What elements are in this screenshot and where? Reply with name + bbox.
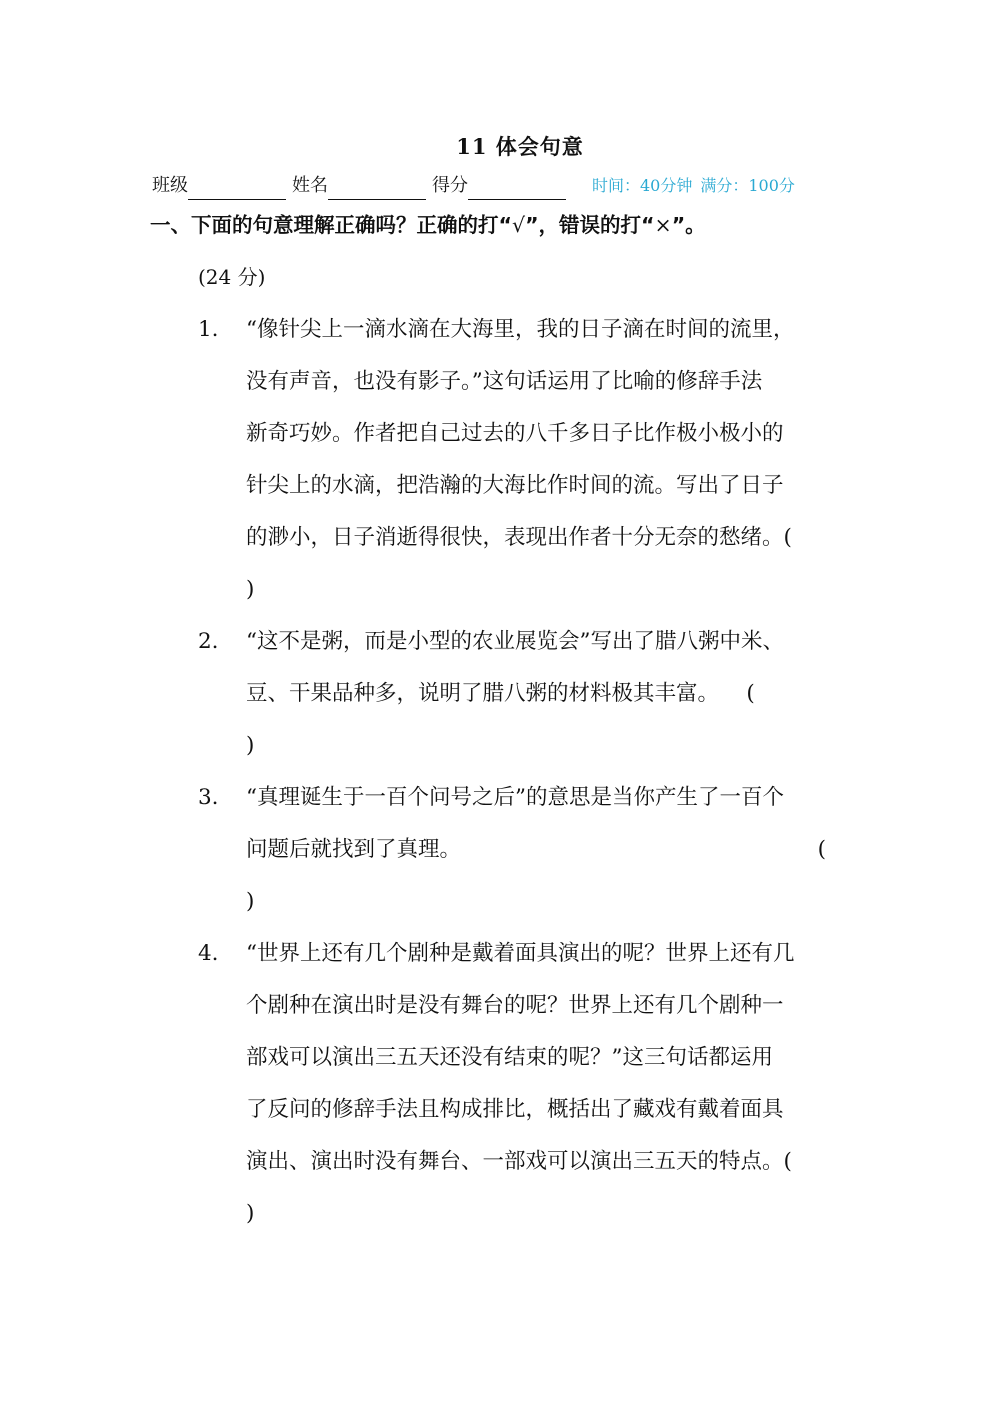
full-score: 满分：100分 bbox=[700, 176, 795, 195]
question-line: 没有声音，也没有影子。”这句话运用了比喻的修辞手法 bbox=[246, 369, 763, 394]
question-line: 部戏可以演出三五天还没有结束的呢？”这三句话都运用 bbox=[246, 1045, 773, 1070]
question-4 bbox=[198, 928, 848, 1240]
section-heading bbox=[150, 208, 706, 242]
question-line: 了反问的修辞手法且构成排比，概括出了藏戏有戴着面具 bbox=[246, 1097, 784, 1122]
question-text bbox=[246, 928, 848, 1240]
question-line: 演出、演出时没有舞台、一部戏可以演出三五天的特点。( bbox=[246, 1149, 792, 1174]
check-mark: √ bbox=[511, 213, 526, 237]
question-number: 3. bbox=[198, 785, 219, 810]
answer-paren-close[interactable]: ) bbox=[246, 733, 255, 758]
question-number: 1. bbox=[198, 317, 219, 342]
question-1 bbox=[198, 304, 848, 616]
name-blank[interactable] bbox=[328, 177, 426, 200]
time-limit: 时间：40分钟 bbox=[592, 176, 693, 195]
question-text bbox=[246, 616, 848, 772]
cross-mark: × bbox=[654, 213, 672, 237]
question-line: 的渺小，日子消逝得很快，表现出作者十分无奈的愁绪。( bbox=[246, 525, 792, 550]
question-line: “真理诞生于一百个问号之后”的意思是当你产生了一百个 bbox=[246, 785, 784, 810]
question-text bbox=[246, 772, 848, 928]
answer-paren-open[interactable]: ( bbox=[817, 837, 826, 862]
answer-paren-close[interactable]: ) bbox=[246, 1201, 255, 1226]
question-2 bbox=[198, 616, 848, 772]
class-blank[interactable] bbox=[188, 177, 286, 200]
section-heading-mid: ”，错误的打“ bbox=[525, 213, 655, 237]
question-line: “像针尖上一滴水滴在大海里，我的日子滴在时间的流里， bbox=[246, 317, 795, 342]
exam-meta bbox=[592, 172, 803, 200]
question-line: 新奇巧妙。作者把自己过去的八千多日子比作极小极小的 bbox=[246, 421, 784, 446]
question-3 bbox=[198, 772, 848, 928]
name-label: 姓名 bbox=[292, 175, 328, 196]
section-heading-text: 一、下面的句意理解正确吗？正确的打“ bbox=[150, 213, 512, 237]
question-line: “世界上还有几个剧种是戴着面具演出的呢？世界上还有几 bbox=[246, 941, 795, 966]
student-info-row bbox=[152, 172, 803, 200]
section-heading-end: ”。 bbox=[671, 213, 706, 237]
page-title: 11 体会句意 bbox=[456, 134, 584, 159]
question-line: 问题后就找到了真理。 bbox=[246, 837, 462, 862]
question-number: 2. bbox=[198, 629, 219, 654]
section-points: (24 分) bbox=[198, 265, 266, 289]
question-line: 豆、干果品种多，说明了腊八粥的材料极其丰富。 ( bbox=[246, 681, 755, 706]
class-label: 班级 bbox=[152, 175, 188, 196]
question-line: “这不是粥，而是小型的农业展览会”写出了腊八粥中米、 bbox=[246, 629, 784, 654]
score-blank[interactable] bbox=[468, 177, 566, 200]
question-text bbox=[246, 304, 848, 616]
question-number: 4. bbox=[198, 941, 219, 966]
answer-paren-close[interactable]: ) bbox=[246, 577, 255, 602]
answer-paren-close[interactable]: ) bbox=[246, 889, 255, 914]
question-line: 个剧种在演出时是没有舞台的呢？世界上还有几个剧种一 bbox=[246, 993, 784, 1018]
score-label: 得分 bbox=[432, 175, 468, 196]
question-line-with-paren bbox=[246, 824, 848, 876]
question-line: 针尖上的水滴，把浩瀚的大海比作时间的流。写出了日子 bbox=[246, 473, 784, 498]
